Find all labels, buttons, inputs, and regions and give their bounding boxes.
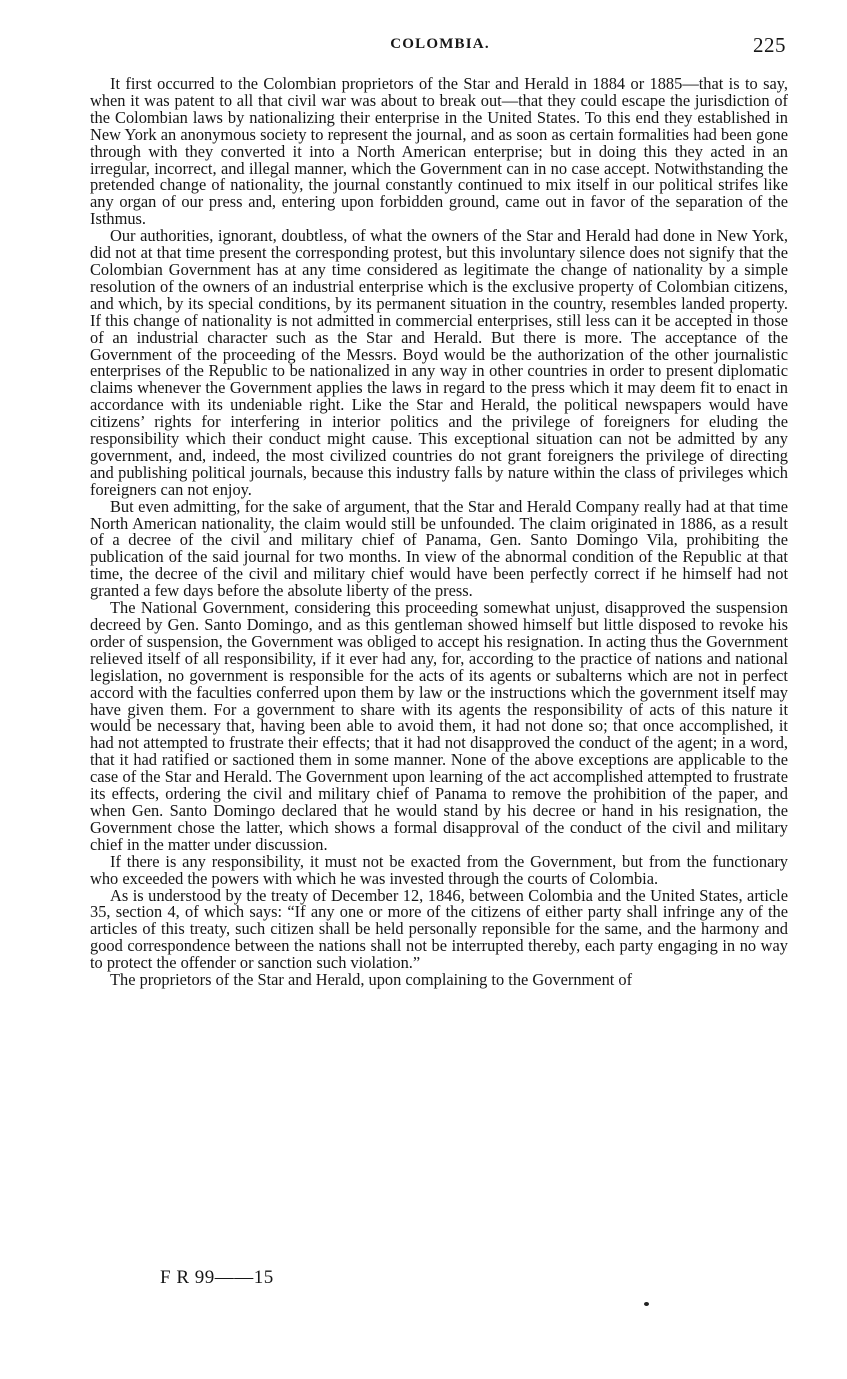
print-mark [644,1302,649,1306]
running-header [90,33,790,59]
page-number: 225 [753,33,786,57]
paragraph-3: But even admitting, for the sake of argument, that the Star and Herald Company really had at that time North American nationality, the claim would still be unfounded. The claim originated in 1886, as a result of a decree of the civil and military chief of Panama, Gen. Santo Domingo Vila, prohibiting the publication of the said journal for two months. In view of the abnormal condition of the Republic at that time, the decree of the civil and military chief would have been perfectly correct if he himself had not granted a few days before the absolute liberty of the press. [90,496,788,601]
paragraph-4: The National Government, considering this proceeding somewhat unjust, disapproved the suspension decreed by Gen. Santo Domingo, and as this gentleman showed himself but little disposed to revoke his order of suspension, the Government was obliged to accept his resignation. In acting thus the Government relieved itself of all responsibility, if it ever had any, for, according to the practice of nations and national legislation, no government is responsible for the acts of its agents or subalterns which are not in perfect accord with the faculties conferred upon them by law or the instructions which the government itself may have given them. For a government to share with its agents the responsibility of acts of this nature it would be necessary that, having been able to avoid them, it had not done so; that once accomplished, it had not attempted to frustrate their effects; that it had not disapproved the conduct of the agent; in a word, that it had ratified or sactioned them in some manner. None of the above exceptions are applicable to the case of the Star and Herald. The Government upon learning of the act accomplished attempted to frustrate its effects, ordering the civil and military chief of Panama to remove the prohibition of the paper, and when Gen. Santo Domingo declared that he would stand by his decree or hand in his resignation, the Government chose the latter, which shows a formal disapproval of the conduct of the civil and military chief in the matter under discussion. [90,598,788,854]
paragraph-5: If there is any responsibility, it must not be exacted from the Government, but from the functionary who exceeded the powers with which he was invested through the courts of Colombia. [90,851,788,888]
body-text [90,76,788,989]
paragraph-7: The proprietors of the Star and Herald, upon complaining to the Government of [110,970,633,990]
paragraph-1: It first occurred to the Colombian proprietors of the Star and Herald in 1884 or 1885—that is to say, when it was patent to all that civil war was about to break out—that they could escape the jurisdiction of the Colombian laws by nationalizing their enterprise in the United States. To this end they established in New York an anonymous society to represent the journal, and as soon as certain formalities had been gone through with they converted it into a North American enterprise; but in doing this they acted in an irregular, incorrect, and illegal manner, which the Government can in no case accept. Notwithstanding the pretended change of nationality, the journal constantly continued to mix itself in our political strifes like any organ of our press and, entering upon forbidden ground, came out in favor of the separation of the Isthmus. [90,74,788,229]
running-title: COLOMBIA. [390,36,490,52]
paragraph-2: Our authorities, ignorant, doubtless, of what the owners of the Star and Herald had done in New York, did not at that time present the corresponding protest, but this involuntary silence does not signify that the Colombian Government has at any time considered as legitimate the change of nationality by a simple resolution of the owners of an industrial enterprise which is the exclusive property of Colombian citizens, and which, by its special conditions, by its permanent situation in the country, resembles landed property. If this change of nationality is not admitted in commercial enterprises, still less can it be accepted in those of an industrial character such as the Star and Herald. But there is more. The acceptance of the Government of the proceeding of the Messrs. Boyd would be the authorization of the other journalistic enterprises of the Republic to be nationalized in any way in other countries in order to present diplomatic claims whenever the Government applies the laws in regard to the press which it may deem fit to enact in accordance with its undeniable right. Like the Star and Herald, the political newspapers would have citizens’ rights for interfering in interior politics and the privilege of foreigners for eluding the responsibility which their conduct might cause. This exceptional situation can not be admitted by any government, and, indeed, the most civilized countries do not grant foreigners the privilege of directing and publishing political journals, because this industry falls by nature within the class of privileges which foreigners can not enjoy. [90,226,788,499]
paragraph-6: As is understood by the treaty of December 12, 1846, between Colombia and the United States, article 35, section 4, of which says: “If any one or more of the citizens of either party shall infringe any of the articles of this treaty, such citizen shall be held personally reponsible for the same, and the harmony and good correspondence between the nations shall not be interrupted thereby, each party engaging in no way to protect the offender or sanction such violation.” [90,885,788,973]
footer-signature: F R 99——15 [160,1267,274,1288]
